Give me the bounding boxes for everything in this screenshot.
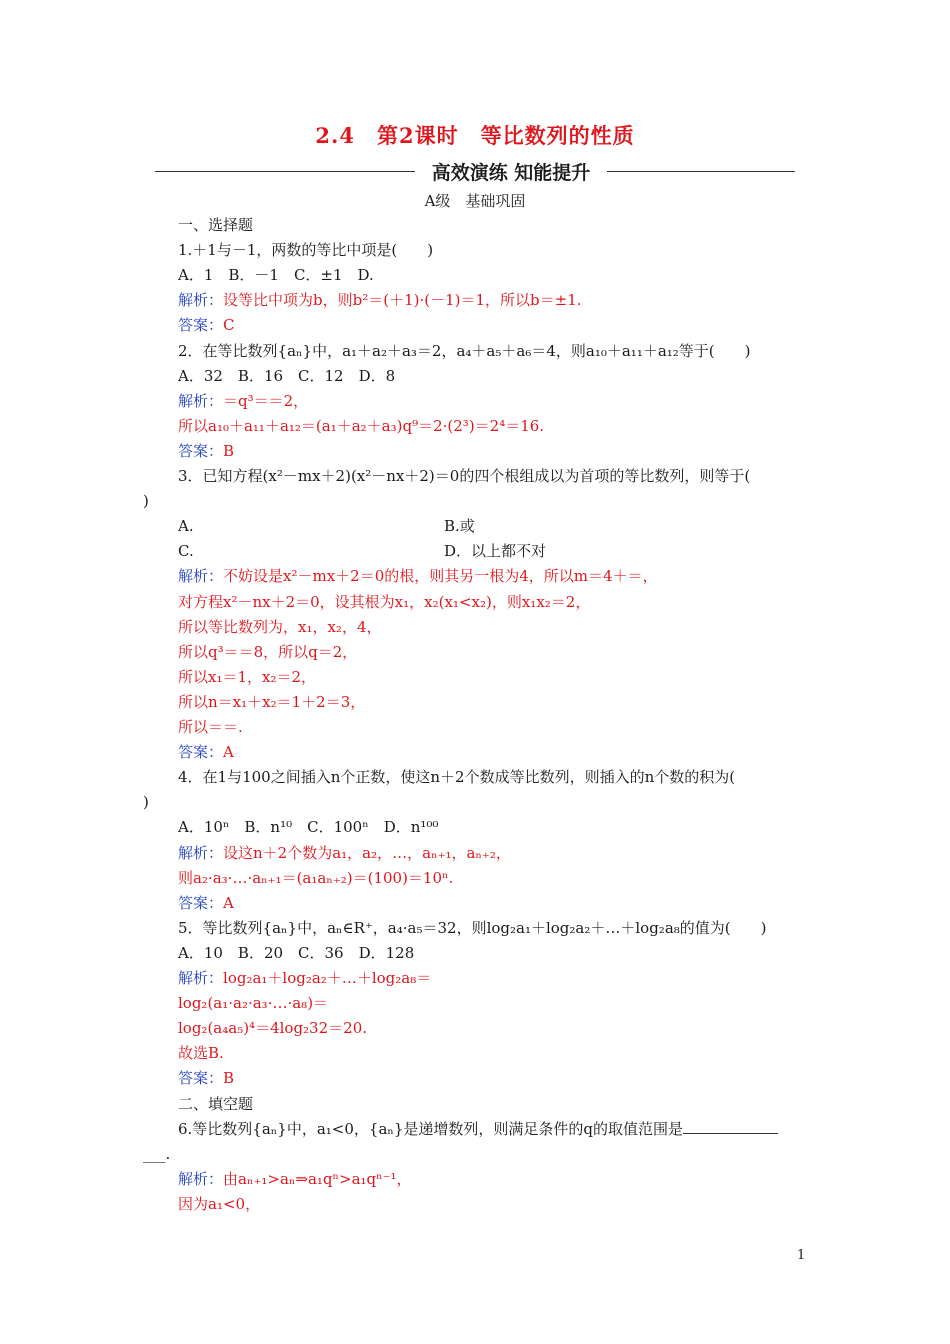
text-line — [178, 1167, 818, 1192]
page-title: 2.4 第2课时 等比数列的性质 — [315, 123, 635, 148]
solution-label: 答案： — [178, 1069, 224, 1088]
text-line: 因为a₁<0， — [178, 1194, 261, 1213]
text-line — [178, 564, 818, 589]
solution-text: 由aₙ₊₁>aₙ⇒a₁qⁿ>a₁qⁿ⁻¹， — [223, 1169, 412, 1188]
text-line: 所以a₁₀＋a₁₁＋a₁₂＝(a₁＋a₂＋a₃)q⁹＝2·(2³)＝2⁴＝16. — [178, 416, 545, 435]
solution-text: A — [223, 893, 234, 912]
solution-label: 解析： — [178, 567, 224, 586]
text-line — [178, 740, 818, 765]
question-text: 6.等比数列{aₙ}中，a₁<0，{aₙ}是递增数列，则满足条件的q的取值范围是 — [178, 1119, 684, 1138]
text-line — [178, 966, 818, 991]
text-line: 一、选择题 — [178, 216, 254, 234]
solution-label: 解析： — [178, 969, 224, 987]
text-line: log₂(a₄a₅)⁴＝4log₂32＝20. — [178, 1019, 368, 1038]
solution-text: A — [223, 743, 234, 762]
solution-text: B — [223, 1069, 235, 1088]
solution-label: 答案： — [178, 743, 224, 762]
text-line — [178, 1066, 818, 1091]
text-line: 4．在1与100之间插入n个正数，使这n＋2个数成等比数列，则插入的n个数的积为( — [178, 768, 736, 787]
solution-text: B — [223, 441, 235, 460]
solution-label: 答案： — [178, 441, 224, 460]
solution-label: 解析： — [178, 391, 224, 410]
text-line: 所以x₁＝1，x₂＝2， — [178, 667, 317, 686]
option-right: D．以上都不对 — [444, 542, 547, 561]
solution-text: 设等比中项为b，则b²＝(＋1)·(－1)＝1，所以b＝±1. — [223, 291, 582, 310]
text-line: log₂(a₁·a₂·a₃·…·a₈)＝ — [178, 994, 329, 1013]
text-line — [178, 288, 818, 313]
solution-label: 解析： — [178, 1169, 224, 1188]
text-line — [178, 1117, 818, 1142]
solution-text: 设这n＋2个数为a₁，a₂，…，aₙ₊₁，aₙ₊₂， — [223, 843, 511, 862]
solution-label: 答案： — [178, 893, 224, 912]
solution-text: C — [223, 316, 235, 335]
text-line: 1.＋1与－1，两数的等比中项是( ) — [178, 241, 434, 260]
text-line — [178, 841, 818, 866]
text-line: ) — [143, 793, 149, 812]
level-heading: A级 基础巩固 — [424, 192, 526, 210]
solution-text: log₂a₁＋log₂a₂＋…＋log₂a₈＝ — [223, 969, 432, 987]
text-line: A．10ⁿ B．n¹⁰ C．100ⁿ D．n¹⁰⁰ — [178, 818, 439, 837]
text-line — [178, 891, 818, 916]
subtitle-banner — [155, 158, 795, 186]
text-line: ) — [143, 492, 149, 511]
divider-right — [607, 171, 795, 172]
text-line: A．10 B．20 C．36 D．128 — [178, 943, 415, 962]
text-line — [0, 514, 900, 539]
text-line: 二、填空题 — [178, 1094, 254, 1113]
text-line — [178, 389, 818, 414]
solution-label: 答案： — [178, 316, 224, 335]
text-line — [178, 439, 818, 464]
text-line: 3．已知方程(x²－mx＋2)(x²－nx＋2)＝0的四个根组成以为首项的等比数列，则等于( — [178, 467, 751, 485]
text-line: 所以n＝x₁＋x₂＝1＋2＝3， — [178, 692, 366, 711]
text-line: 故选B. — [178, 1044, 224, 1063]
page-number: 1 — [797, 1248, 806, 1263]
fill-in-blank — [683, 1119, 778, 1134]
text-line: A．1 B．－1 C．±1 D. — [178, 266, 374, 285]
option-left: A. — [178, 517, 194, 536]
divider-left — [155, 171, 415, 172]
section-subtitle: 高效演练 知能提升 — [431, 162, 591, 184]
text-line: 则a₂·a₃·…·aₙ₊₁＝(a₁aₙ₊₂)＝(100)＝10ⁿ. — [178, 868, 454, 887]
solution-text: ＝q³＝＝2， — [223, 391, 309, 410]
option-left: C. — [178, 542, 194, 561]
solution-label: 解析： — [178, 843, 224, 862]
solution-text: 不妨设是x²－mx＋2＝0的根，则其另一根为4，所以m＝4＋＝， — [223, 567, 658, 586]
text-line — [178, 313, 818, 338]
solution-label: 解析： — [178, 291, 224, 310]
text-line: 5．等比数列{aₙ}中，aₙ∈R⁺，a₄·a₅＝32，则log₂a₁＋log₂a₂＋…＋log₂a₈的值为( ) — [178, 918, 767, 937]
text-line: A．32 B．16 C．12 D．8 — [178, 366, 396, 385]
option-right: B.或 — [444, 517, 475, 536]
text-line — [0, 539, 900, 564]
text-line: ___. — [143, 1144, 171, 1163]
text-line: 所以等比数列为，x₁，x₂，4， — [178, 617, 382, 636]
text-line: 所以＝＝. — [178, 718, 243, 736]
text-line: 对方程x²－nx＋2＝0，设其根为x₁，x₂(x₁<x₂)，则x₁x₂＝2， — [178, 592, 591, 611]
text-line: 2．在等比数列{aₙ}中，a₁＋a₂＋a₃＝2，a₄＋a₅＋a₆＝4，则a₁₀＋a₁₁＋a₁₂等于( ) — [178, 341, 751, 360]
text-line: 所以q³＝＝8，所以q＝2， — [178, 642, 358, 661]
